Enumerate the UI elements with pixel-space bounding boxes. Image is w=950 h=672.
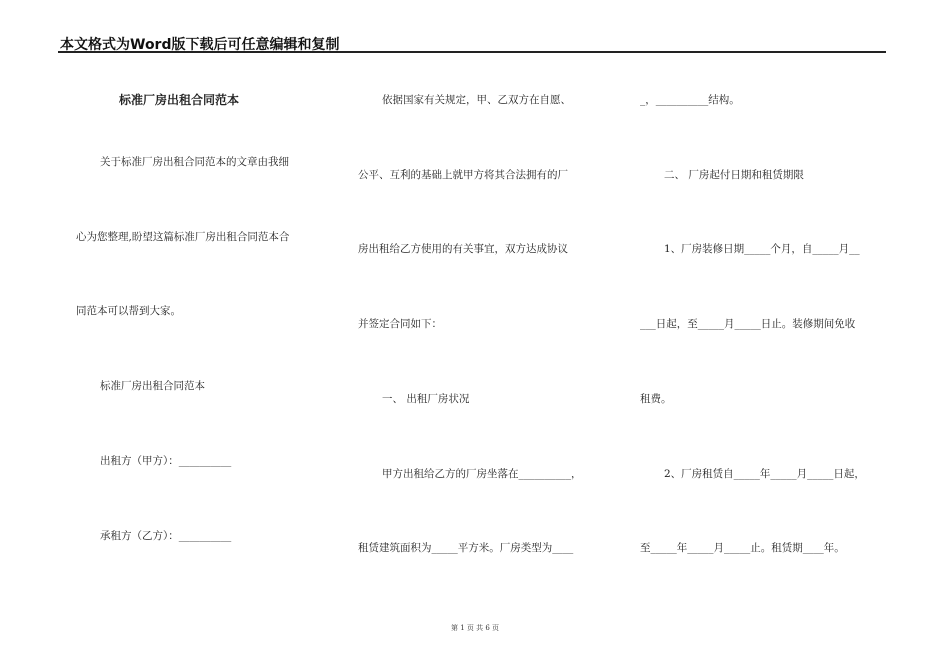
section-heading: 二、 厂房起付日期和租赁期限 — [664, 169, 804, 181]
paragraph-line: 1、厂房装修日期_____个月，自_____月__ — [664, 243, 860, 255]
paragraph-line: 承租方（乙方）：__________ — [100, 530, 232, 542]
paragraph-line: 关于标准厂房出租合同范本的文章由我细 — [100, 156, 289, 168]
header-divider — [58, 51, 886, 53]
paragraph-line: 租费。 — [640, 393, 672, 405]
page-number: 第 1 页 共 6 页 — [450, 624, 500, 632]
paragraph-line: 依据国家有关规定，甲、乙双方在自愿、 — [382, 94, 571, 106]
paragraph-line: 甲方出租给乙方的厂房坐落在__________， — [382, 468, 582, 480]
document-title: 标准厂房出租合同范本 — [119, 93, 240, 107]
paragraph-line: 房出租给乙方使用的有关事宜，双方达成协议 — [358, 243, 568, 255]
paragraph-line: 并签定合同如下： — [358, 318, 442, 330]
paragraph-line: 心为您整理,盼望这篇标准厂房出租合同范本合 — [76, 231, 290, 243]
paragraph-line: _，__________结构。 — [640, 94, 740, 106]
section-heading: 一、 出租厂房状况 — [382, 393, 470, 405]
paragraph-line: 租赁建筑面积为_____平方米。厂房类型为____ — [358, 542, 574, 554]
paragraph-line: 2、厂房租赁自_____年_____月_____日起， — [664, 468, 865, 480]
paragraph-line: 出租方（甲方）：__________ — [100, 455, 232, 467]
header-title: 本文格式为Word版下载后可任意编辑和复制 — [60, 37, 340, 53]
paragraph-line: 标准厂房出租合同范本 — [100, 380, 205, 392]
paragraph-line: 公平、互利的基础上就甲方将其合法拥有的厂 — [358, 169, 568, 181]
paragraph-line: ___日起，至_____月_____日止。装修期间免收 — [640, 318, 856, 330]
paragraph-line: 至_____年_____月_____止。租赁期____年。 — [640, 542, 845, 554]
paragraph-line: 同范本可以帮到大家。 — [76, 305, 181, 317]
